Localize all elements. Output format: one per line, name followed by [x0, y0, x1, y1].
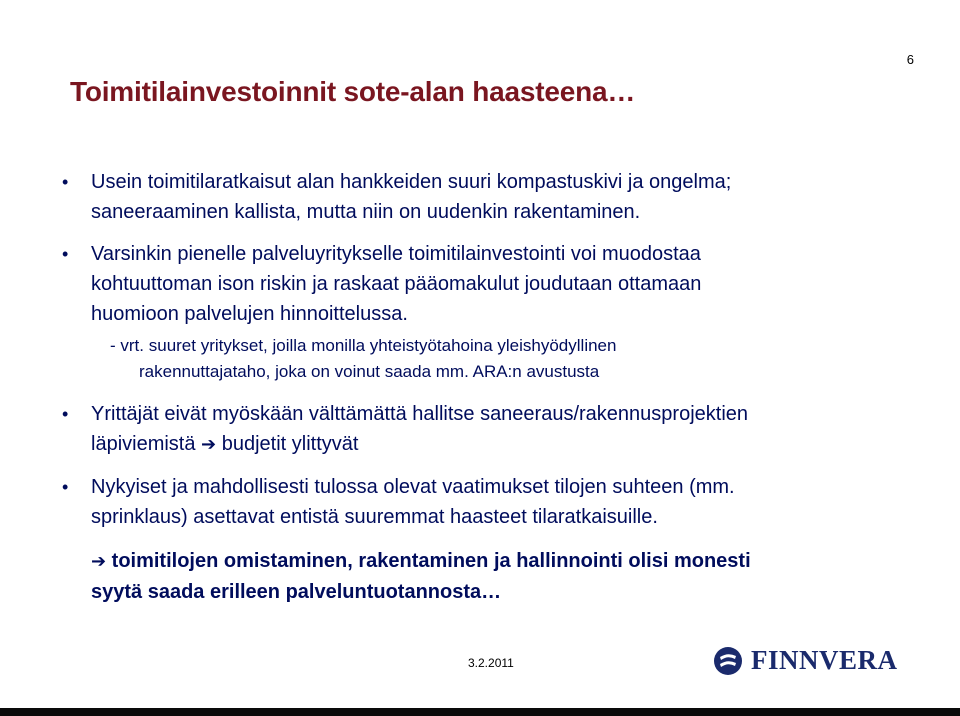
bullet-item: [62, 167, 902, 227]
sub-note-line: rakennuttajataho, joka on voinut saada mm. ARA:n avustusta: [139, 362, 600, 381]
sub-note-line: [110, 333, 902, 359]
bullet-dot-icon: •: [62, 404, 69, 424]
bullet-dot-icon: •: [62, 172, 69, 192]
conclusion-text: toimitilojen omistaminen, rakentaminen ja hallinnointi olisi monesti: [111, 550, 751, 572]
bullet-line: Varsinkin pienelle palveluyritykselle toimitilainvestointi voi muodostaa: [91, 243, 701, 265]
right-arrow-icon: ➔: [91, 551, 107, 572]
bullet-item: [62, 472, 902, 532]
bullet-line: Nykyiset ja mahdollisesti tulossa olevat vaatimukset tilojen suhteen (mm.: [91, 476, 735, 498]
logo-text: FINNVERA: [751, 645, 898, 675]
bullet-line: sprinklaus) asettavat entistä suuremmat haasteet tilaratkaisuille.: [91, 506, 658, 528]
slide-body: [62, 167, 902, 607]
bullet-line: kohtuuttoman ison riskin ja raskaat pääomakulut joudutaan ottamaan: [91, 273, 702, 295]
bullet-line: huomioon palvelujen hinnoittelussa.: [91, 303, 408, 325]
bullet-line: saneeraaminen kallista, mutta niin on uudenkin rakentaminen.: [91, 201, 641, 223]
right-arrow-icon: ➔: [201, 434, 217, 455]
footer-date: 3.2.2011: [468, 656, 514, 670]
bullet-line: Yrittäjät eivät myöskään välttämättä hallitse saneeraus/rakennusprojektien: [91, 403, 749, 425]
bottom-bar: [0, 708, 960, 716]
finnvera-logo: [713, 645, 898, 676]
conclusion-line: syytä saada erilleen palveluntuotannosta…: [91, 581, 502, 603]
bullet-item: [62, 239, 902, 329]
bullet-dot-icon: •: [62, 244, 69, 264]
bullet-line: Usein toimitilaratkaisut alan hankkeiden suuri kompastuskivi ja ongelma;: [91, 171, 732, 193]
finnvera-logo-icon: [713, 646, 743, 676]
bullet-text: budjetit ylittyvät: [221, 433, 359, 455]
sub-note-text: suuret yritykset, joilla monilla yhteistyötahoina yleishyödyllinen: [148, 336, 617, 355]
conclusion: [62, 546, 902, 607]
bullet-line: [91, 429, 902, 460]
bullet-dot-icon: •: [62, 477, 69, 497]
slide-title: Toimitilainvestoinnit sote-alan haasteena…: [70, 76, 636, 107]
sub-note-dash: - vrt.: [110, 336, 144, 355]
bullet-item: [62, 399, 902, 460]
page-number: 6: [906, 52, 914, 67]
sub-note: [62, 333, 902, 385]
bullet-text: läpiviemistä: [91, 433, 196, 455]
conclusion-line: [91, 546, 902, 577]
